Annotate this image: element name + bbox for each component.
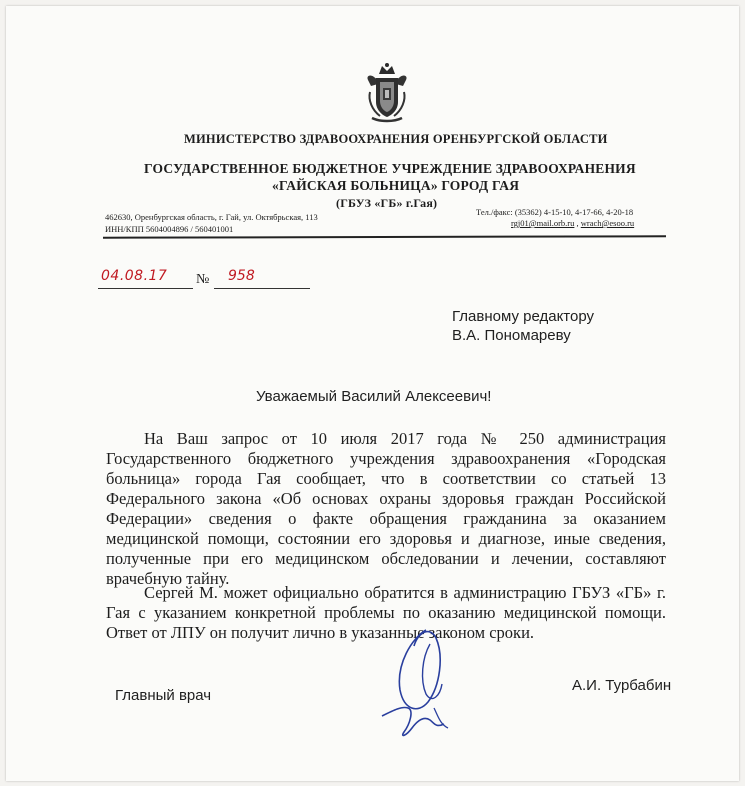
registration-date: 04.08.17 bbox=[101, 268, 168, 284]
addressee-position: Главному редактору bbox=[452, 308, 595, 325]
salutation: Уважаемый Василий Алексеевич! bbox=[256, 388, 492, 405]
email-link-1[interactable]: rgj01@mail.orb.ru bbox=[511, 218, 575, 228]
registration-number: 958 bbox=[228, 268, 255, 284]
body-paragraph-2: Сергей М. может официально обратится в администрацию ГБУЗ «ГБ» г. Гая с указанием конкретной проблемы по оказанию медицинской помощи. Ответ от ЛПУ он получит лично в указанные законом сроки. bbox=[106, 583, 666, 642]
handwritten-signature bbox=[374, 624, 474, 744]
email-line bbox=[511, 218, 634, 228]
letter-page bbox=[6, 6, 739, 781]
coat-of-arms-emblem bbox=[362, 62, 412, 124]
addressee-name: В.А. Пономареву bbox=[452, 327, 571, 344]
institution-name-line2: «ГАЙСКАЯ БОЛЬНИЦА» ГОРОД ГАЯ bbox=[272, 178, 520, 193]
body-paragraph-1: На Ваш запрос от 10 июля 2017 года № 250 администрация Государственного бюджетного учреждения здравоохранения «Городская больница» города Гая сообщает, что в соответствии со статьей 13 Федерального закона «Об основах охраны здоровья граждан Российской Федерации» сведения о факте обращения гражданина за оказанием медицинской помощи, состоянии его здоровья и диагнозе, иные сведения, полученные при его медицинском обследовании и лечении, составляют врачебную тайну. bbox=[106, 429, 666, 588]
ministry-title: МИНИСТЕРСТВО ЗДРАВООХРАНЕНИЯ ОРЕНБУРГСКОЙ ОБЛАСТИ bbox=[184, 132, 608, 146]
signer-name: А.И. Турбабин bbox=[572, 677, 672, 694]
number-underline bbox=[214, 288, 310, 289]
signer-title: Главный врач bbox=[115, 687, 212, 704]
number-sign: № bbox=[196, 272, 210, 287]
letterhead-divider bbox=[103, 235, 666, 238]
phone-fax: Тел./факс: (35362) 4-15-10, 4-17-66, 4-20-18 bbox=[476, 207, 634, 217]
address: 462630, Оренбургская область, г. Гай, ул. Октябрьская, 113 bbox=[105, 212, 318, 222]
email-link-2[interactable]: wrach@esoo.ru bbox=[580, 218, 635, 228]
inn-kpp: ИНН/КПП 5604004896 / 560401001 bbox=[105, 224, 234, 234]
institution-name-line1: ГОСУДАРСТВЕННОЕ БЮДЖЕТНОЕ УЧРЕЖДЕНИЕ ЗДРАВООХРАНЕНИЯ bbox=[144, 161, 636, 176]
date-underline bbox=[98, 288, 193, 289]
email-separator: , bbox=[574, 218, 581, 228]
institution-short-name: (ГБУЗ «ГБ» г.Гая) bbox=[336, 196, 438, 210]
